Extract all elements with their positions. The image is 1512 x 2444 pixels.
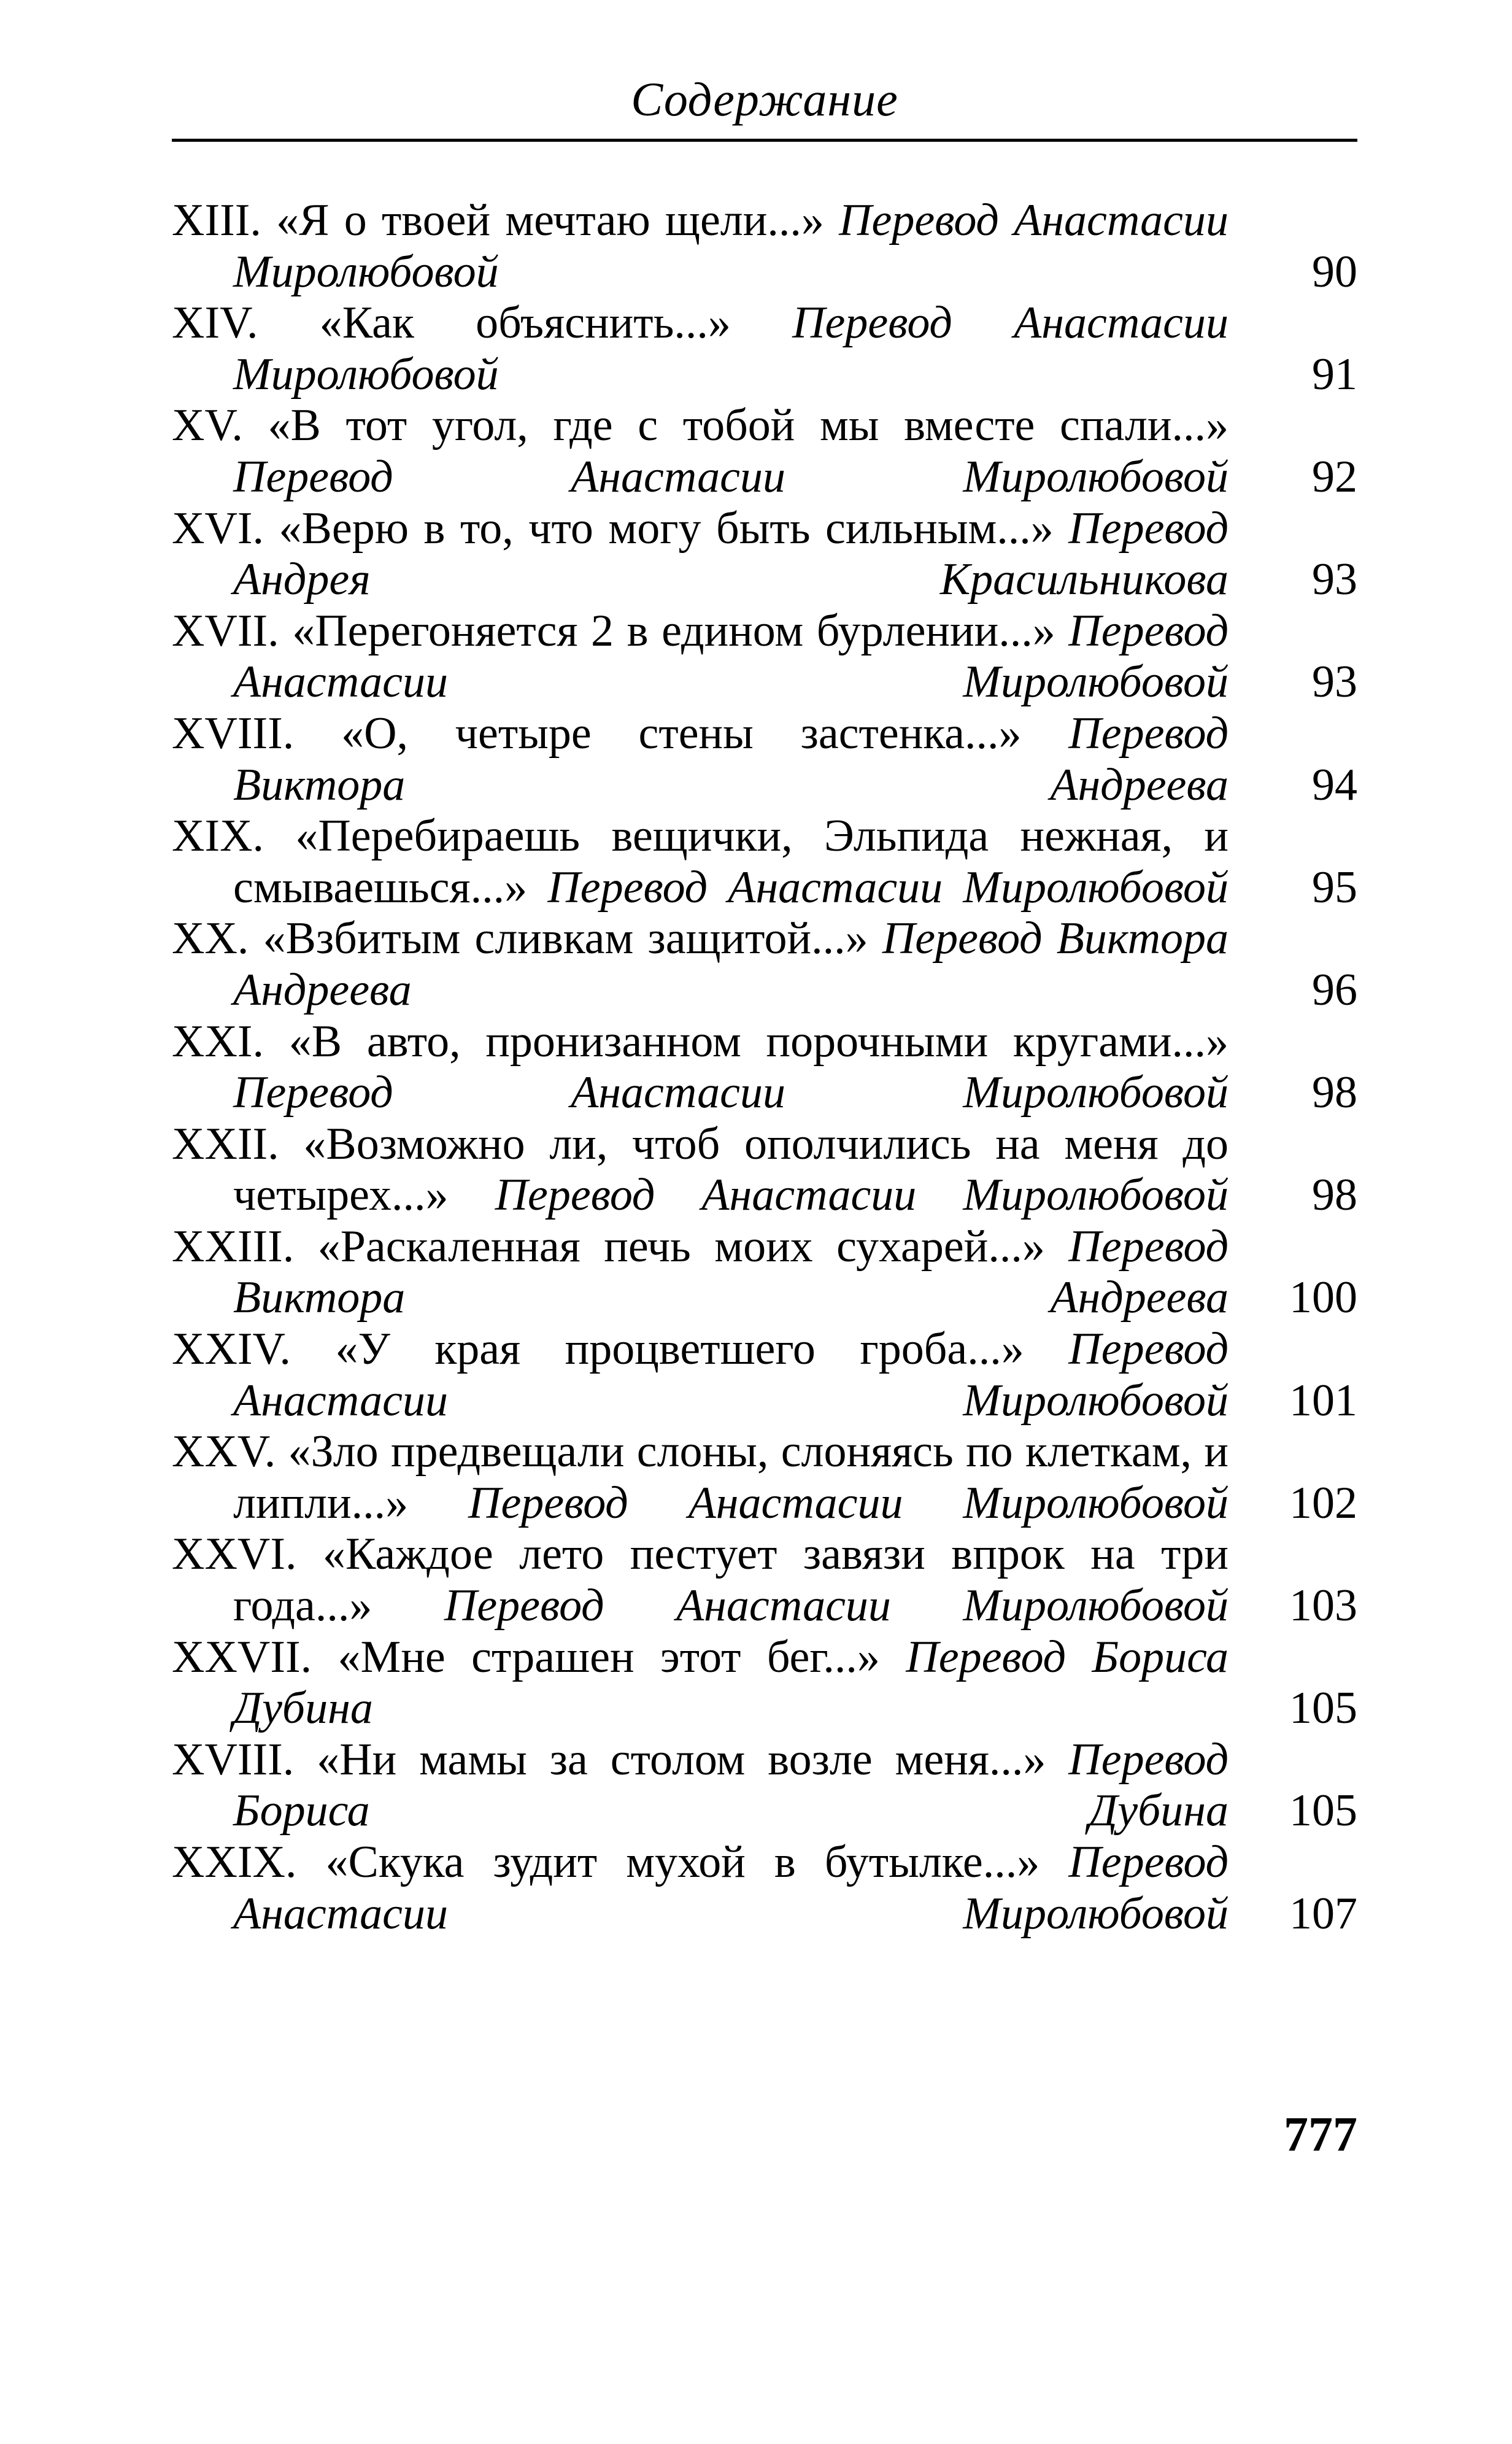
entry-page-number: 91	[1312, 349, 1357, 400]
entry-page-number: 107	[1289, 1888, 1357, 1939]
entry-title: «Верю в то, что могу быть сильным...»	[279, 503, 1054, 554]
entry-translator: Перевод Виктора Андреева	[233, 708, 1229, 810]
entry-page-number: 105	[1289, 1785, 1357, 1836]
entry-title: «Возможно ли, чтоб ополчились на меня до четырех...»	[233, 1118, 1228, 1221]
entry-number: XVIII.	[172, 1734, 295, 1785]
entry-number: XVI.	[172, 503, 264, 554]
entry-title: «У края процветшего гроба...»	[335, 1324, 1024, 1375]
running-head: Содержание	[631, 72, 898, 126]
entry-translator: Перевод Виктора Андреева	[233, 913, 1229, 1015]
entry-number: XXI.	[172, 1016, 264, 1067]
page	[172, 0, 1357, 2444]
entry-number: XVIII.	[172, 708, 295, 759]
entry-number: XXIV.	[172, 1324, 291, 1375]
table-of-contents	[172, 195, 1357, 1939]
entry-page-number: 93	[1312, 657, 1357, 708]
entry-title: «Мне страшен этот бег...»	[338, 1631, 880, 1682]
entry-title: «Ни мамы за столом возле меня...»	[317, 1734, 1046, 1785]
entry-page-number: 92	[1312, 451, 1357, 502]
entry-title: «О, четыре стены застенка...»	[341, 708, 1022, 759]
toc-entry	[172, 400, 1357, 503]
entry-title: «Скука зудит мухой в бутылке...»	[325, 1837, 1040, 1887]
entry-title: «В тот угол, где с тобой мы вместе спали...»	[268, 400, 1228, 451]
entry-translator: Перевод Анастасии Миролюбовой	[233, 195, 1229, 297]
toc-entry	[172, 606, 1357, 708]
toc-entry	[172, 1529, 1357, 1631]
toc-entry	[172, 708, 1357, 811]
entry-translator: Перевод Анастасии Миролюбовой	[233, 1067, 1228, 1118]
entry-title: «Взбитым сливкам защитой...»	[263, 913, 868, 964]
entry-translator: Перевод Виктора Андреева	[233, 1221, 1229, 1323]
entry-page-number: 93	[1312, 554, 1357, 605]
entry-title: «Перебираешь вещички, Эльпида нежная, и смываешься...»	[233, 811, 1228, 913]
header-rule	[172, 139, 1357, 142]
entry-page-number: 96	[1312, 964, 1357, 1015]
toc-entry	[172, 1632, 1357, 1734]
toc-entry	[172, 298, 1357, 400]
entry-title: «Раскаленная печь моих сухарей...»	[317, 1221, 1045, 1272]
entry-page-number: 90	[1312, 246, 1357, 297]
entry-translator: Перевод Андрея Красильникова	[233, 503, 1229, 605]
entry-number: XXIX.	[172, 1837, 297, 1887]
entry-number: XX.	[172, 913, 249, 964]
toc-entry	[172, 913, 1357, 1016]
entry-title: «Я о твоей мечтаю щели...»	[276, 195, 824, 246]
entry-number: XXVII.	[172, 1631, 312, 1682]
entry-number: XXVI.	[172, 1529, 297, 1580]
entry-number: XV.	[172, 400, 243, 451]
toc-entry	[172, 811, 1357, 913]
toc-entry	[172, 1119, 1357, 1221]
entry-title: «Каждое лето пестует завязи впрок на три года...»	[233, 1529, 1228, 1631]
entry-translator: Перевод Анастасии Миролюбовой	[468, 1477, 1228, 1528]
entry-page-number: 102	[1289, 1477, 1357, 1528]
entry-number: XIII.	[172, 195, 261, 246]
entry-translator: Перевод Анастасии Миролюбовой	[233, 605, 1229, 708]
page-number: 777	[1284, 2108, 1357, 2162]
entry-number: XIX.	[172, 811, 264, 862]
entry-title: «В авто, пронизанном порочными кругами...»	[288, 1016, 1229, 1067]
entry-translator: Перевод Анастасии Миролюбовой	[233, 451, 1228, 502]
toc-entry	[172, 1324, 1357, 1426]
entry-title: «Как объяснить...»	[319, 298, 731, 349]
toc-entry	[172, 1837, 1357, 1939]
entry-title: «Перегоняется 2 в едином бурлении...»	[292, 605, 1055, 656]
entry-page-number: 101	[1289, 1375, 1357, 1426]
toc-entry	[172, 1426, 1357, 1529]
entry-number: XVII.	[172, 605, 279, 656]
entry-number: XXII.	[172, 1118, 279, 1169]
entry-title: «Зло предвещали слоны, слоняясь по клеткам, и липли...»	[233, 1426, 1228, 1528]
entry-translator: Перевод Анастасии Миролюбовой	[444, 1580, 1229, 1631]
toc-entry	[172, 1221, 1357, 1324]
entry-page-number: 100	[1289, 1272, 1357, 1323]
entry-number: XXV.	[172, 1426, 276, 1477]
entry-number: XIV.	[172, 298, 258, 349]
entry-translator: Перевод Анастасии Миролюбовой	[233, 298, 1229, 400]
entry-page-number: 103	[1289, 1580, 1357, 1631]
toc-entry	[172, 503, 1357, 606]
entry-translator: Перевод Анастасии Миролюбовой	[233, 1837, 1229, 1939]
entry-translator: Перевод Бориса Дубина	[233, 1631, 1229, 1734]
entry-page-number: 98	[1312, 1067, 1357, 1118]
toc-entry	[172, 1734, 1357, 1837]
entry-translator: Перевод Анастасии Миролюбовой	[233, 1324, 1229, 1426]
entry-page-number: 98	[1312, 1170, 1357, 1221]
entry-number: XXIII.	[172, 1221, 295, 1272]
entry-translator: Перевод Анастасии Миролюбовой	[495, 1170, 1229, 1221]
entry-page-number: 94	[1312, 759, 1357, 810]
entry-translator: Перевод Анастасии Миролюбовой	[547, 862, 1229, 913]
entry-translator: Перевод Бориса Дубина	[233, 1734, 1229, 1836]
toc-entry	[172, 1016, 1357, 1119]
entry-page-number: 95	[1312, 862, 1357, 913]
entry-page-number: 105	[1289, 1683, 1357, 1734]
toc-entry	[172, 195, 1357, 298]
